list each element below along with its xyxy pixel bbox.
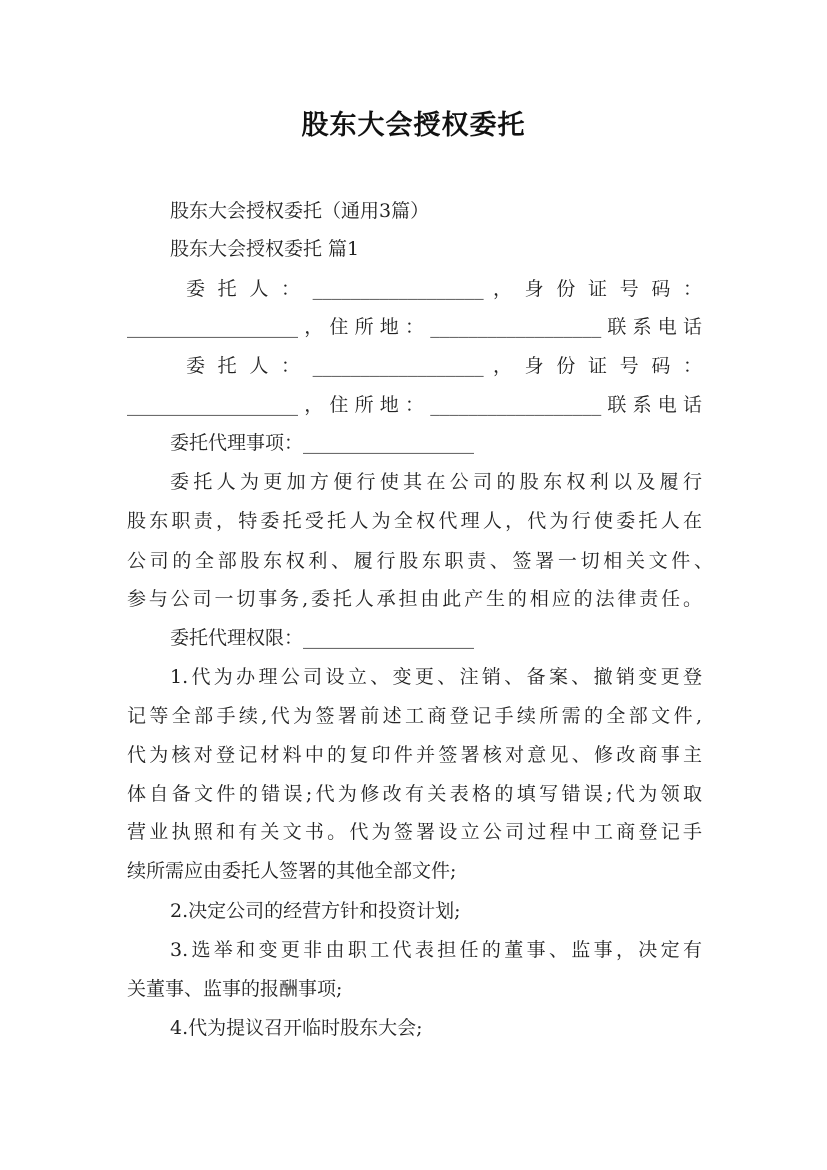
doc-line: 股东职责，特委托受托人为全权代理人，代为行使委托人在 [127, 510, 702, 532]
page-title: 股东大会授权委托 [301, 110, 526, 141]
doc-line: 体自备文件的错误;代为修改有关表格的填写错误;代为领取 [127, 783, 702, 805]
doc-line: 营业执照和有关文书。代为签署设立公司过程中工商登记手 [127, 821, 702, 843]
doc-line: 关董事、监事的报酬事项; [127, 978, 343, 1000]
doc-line: 委托代理权限：__________________ [170, 627, 475, 649]
doc-line: 委托人为更加方便行使其在公司的股东权利以及履行 [170, 471, 702, 493]
doc-line: __________________，住所地：__________________联系电话 [127, 316, 702, 338]
doc-line: 记等全部手续,代为签署前述工商登记手续所需的全部文件, [127, 705, 702, 727]
doc-line: 4.代为提议召开临时股东大会; [170, 1017, 423, 1039]
doc-line: 公司的全部股东权利、履行股东职责、签署一切相关文件、 [127, 550, 713, 572]
doc-line: 代为核对登记材料中的复印件并签署核对意见、修改商事主 [127, 744, 702, 766]
doc-line: 委 托 人 ： __________________ ， 身 份 证 号 码 ： [186, 355, 702, 377]
doc-line: 股东大会授权委托（通用3篇） [170, 200, 430, 222]
doc-line: 2.决定公司的经营方针和投资计划; [170, 900, 461, 922]
doc-line: 3.选举和变更非由职工代表担任的董事、监事，决定有 [170, 939, 702, 961]
doc-line: 参与公司一切事务,委托人承担由此产生的相应的法律责任。 [127, 588, 702, 610]
doc-line: __________________，住所地：__________________联系电话 [127, 394, 702, 416]
doc-line: 续所需应由委托人签署的其他全部文件; [127, 860, 457, 882]
doc-line: 1.代为办理公司设立、变更、注销、备案、撤销变更登 [170, 666, 702, 688]
doc-line: 股东大会授权委托 篇1 [170, 238, 360, 260]
doc-line: 委 托 人 ： __________________ ， 身 份 证 号 码 ： [186, 278, 702, 300]
doc-line: 委托代理事项：__________________ [170, 432, 475, 454]
